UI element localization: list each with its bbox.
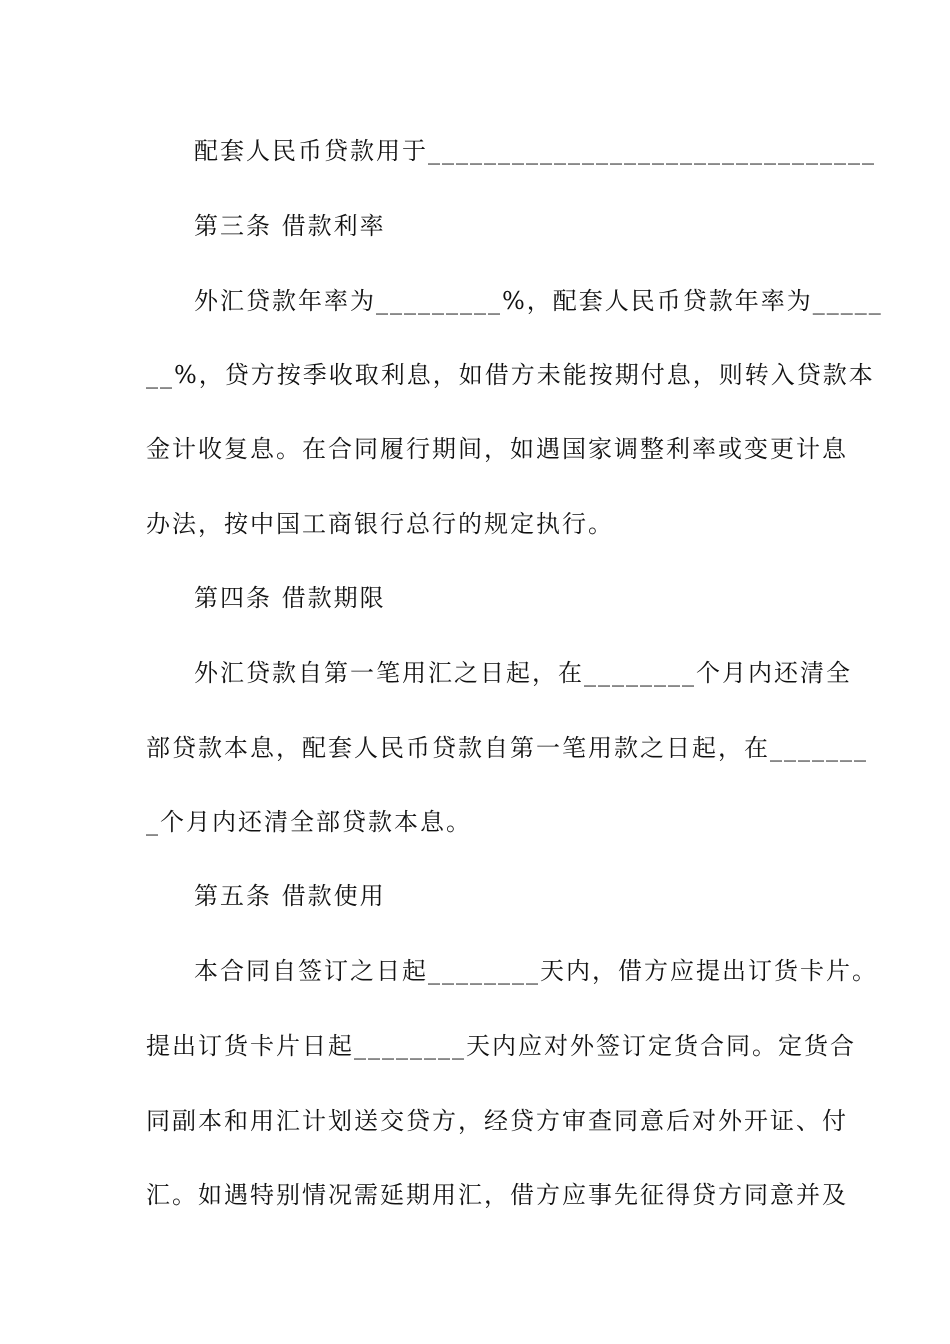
paragraph-loan-term-line-2: 部贷款本息，配套人民币贷款自第一笔用款之日起，在_______ xyxy=(146,734,868,762)
paragraph-interest-rate-line-2: __%，贷方按季收取利息，如借方未能按期付息，则转入贷款本 xyxy=(146,361,875,389)
article-3-heading: 第三条 借款利率 xyxy=(194,212,386,240)
paragraph-loan-use-line-2: 提出订货卡片日起________天内应对外签订定货合同。定货合 xyxy=(146,1032,856,1060)
paragraph-loan-use-line-1: 本合同自签订之日起________天内，借方应提出订货卡片。 xyxy=(194,957,878,985)
article-5-heading: 第五条 借款使用 xyxy=(194,882,386,910)
paragraph-loan-use-line-4: 汇。如遇特别情况需延期用汇，借方应事先征得贷方同意并及 xyxy=(146,1181,848,1209)
paragraph-rmb-loan-purpose: 配套人民币贷款用于________________________________ xyxy=(194,137,876,165)
paragraph-interest-rate-line-1: 外汇贷款年率为_________%，配套人民币贷款年率为_____ xyxy=(194,287,883,315)
paragraph-loan-use-line-3: 同副本和用汇计划送交贷方，经贷方审查同意后对外开证、付 xyxy=(146,1107,848,1135)
paragraph-interest-rate-line-3: 金计收复息。在合同履行期间，如遇国家调整利率或变更计息 xyxy=(146,435,848,463)
paragraph-loan-term-line-1: 外汇贷款自第一笔用汇之日起，在________个月内还清全 xyxy=(194,659,852,687)
paragraph-interest-rate-line-4: 办法，按中国工商银行总行的规定执行。 xyxy=(146,510,614,538)
article-4-heading: 第四条 借款期限 xyxy=(194,584,386,612)
paragraph-loan-term-line-3: _个月内还清全部贷款本息。 xyxy=(146,808,472,836)
